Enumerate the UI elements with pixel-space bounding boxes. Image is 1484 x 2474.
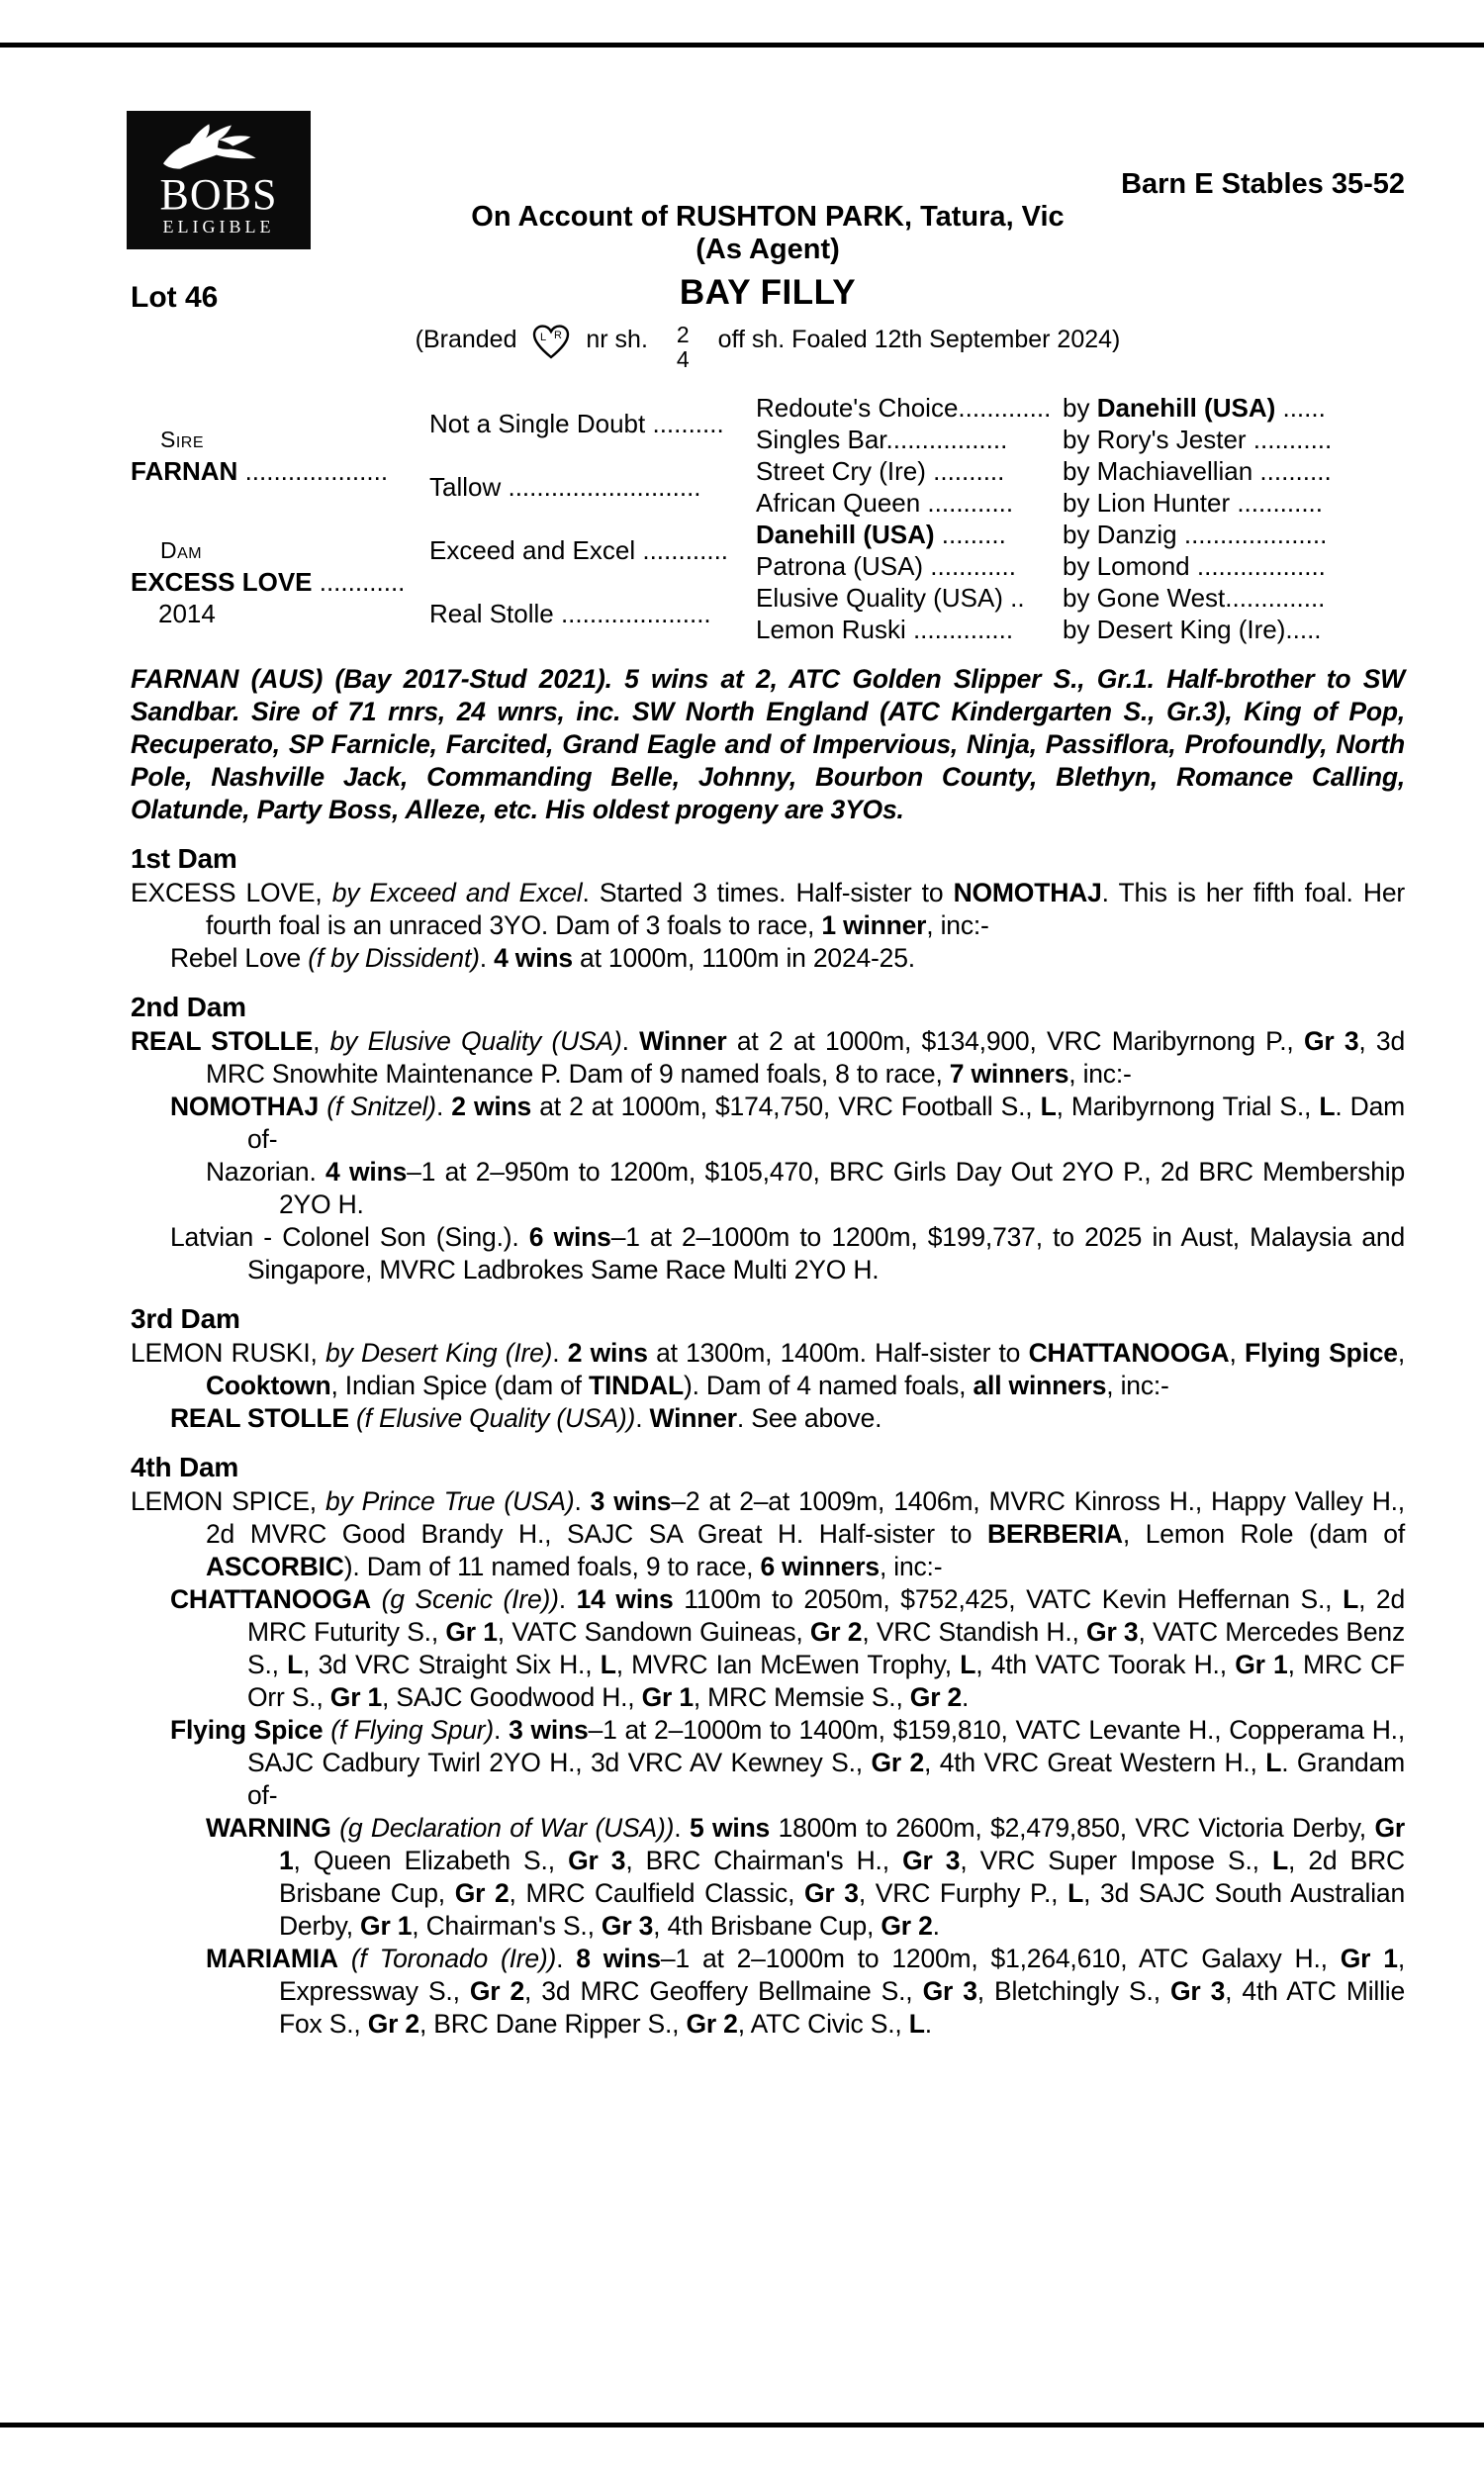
bottom-rule xyxy=(0,2423,1484,2427)
pedigree-entry: REAL STOLLE, by Elusive Quality (USA). Winner at 2 at 1000m, $134,900, VRC Maribyrnong P., Gr 3, 3d MRC Snowhite Maintenance P. Dam of 9 named foals, 8 to race, 7 winners, inc:- xyxy=(131,1026,1406,1089)
pedigree-row: Singles Bar................. by Rory's Jester ........... xyxy=(756,424,1333,454)
dam-section-4 xyxy=(131,1451,1405,2041)
pedigree-entry: Nazorian. 4 wins–1 at 2–950m to 1200m, $105,470, BRC Girls Day Out 2YO P., 2d BRC Membership 2YO H. xyxy=(206,1157,1405,1219)
brand-number-top: 2 xyxy=(676,322,690,347)
brand-letter-left: L xyxy=(540,332,547,343)
pedigree-row: African Queen ............ by Lion Hunter ............ xyxy=(756,487,1324,518)
section-heading: 3rd Dam xyxy=(131,1303,240,1334)
pedigree-row: Danehill (USA) ......... by Danzig .................... xyxy=(756,519,1328,549)
header xyxy=(131,0,1405,386)
page-title: BAY FILLY xyxy=(679,273,857,312)
pedigree-generation-3 xyxy=(756,392,1405,645)
pedigree-row: Lemon Ruski .............. by Desert King (Ire)..... xyxy=(756,614,1322,644)
dam-section-1 xyxy=(131,842,1405,975)
sire-block xyxy=(131,392,429,519)
catalogue-text xyxy=(131,663,1405,2041)
branded-line xyxy=(131,315,1405,372)
agent-line: (As Agent) xyxy=(696,234,840,265)
pedigree-generation-1 xyxy=(131,392,429,645)
pedigree-entry: LEMON RUSKI, by Desert King (Ire). 2 wins at 1300m, 1400m. Half-sister to CHATTANOOGA, Flying Spice, Cooktown, Indian Spice (dam of TINDAL). Dam of 4 named foals, all winners, inc:- xyxy=(131,1338,1405,1400)
pedigree-table xyxy=(131,392,1405,645)
granddam-paternal: Tallow ........................... xyxy=(429,471,701,502)
section-heading: 2nd Dam xyxy=(131,992,246,1022)
dam-block xyxy=(131,519,429,645)
grandsire-paternal: Not a Single Doubt .......... xyxy=(429,408,724,438)
brand-number-bottom: 4 xyxy=(676,346,690,372)
pedigree-entry: EXCESS LOVE, by Exceed and Excel. Started 3 times. Half-sister to NOMOTHAJ. This is her fifth foal. Her fourth foal is an unraced 3YO. Dam of 3 foals to race, 1 winner, inc:- xyxy=(131,878,1406,940)
pedigree-row: Elusive Quality (USA) .. by Gone West.............. xyxy=(756,582,1326,613)
pedigree-entry: REAL STOLLE (f Elusive Quality (USA)). Winner. See above. xyxy=(170,1403,882,1433)
dam-section-2 xyxy=(131,991,1405,1286)
dam-name: EXCESS LOVE ............ xyxy=(131,567,406,597)
pedigree-entry: NOMOTHAJ (f Snitzel). 2 wins at 2 at 1000m, $174,750, VRC Football S., L, Maribyrnong Trial S., L. Dam of- xyxy=(170,1092,1406,1154)
pedigree-entry: WARNING (g Declaration of War (USA)). 5 wins 1800m to 2600m, $2,479,850, VRC Victoria Derby, Gr 1, Queen Elizabeth S., Gr 3, BRC Chairman's H., Gr 3, VRC Super Impose S., L, 2d BRC Brisbane Cup, Gr 2, MRC Caulfield Classic, Gr 3, VRC Furphy P., L, 3d SAJC South Australian Derby, Gr 1, Chairman's S., Gr 3, 4th Brisbane Cup, Gr 2. xyxy=(206,1813,1405,1941)
sire-label: Sire xyxy=(160,427,205,452)
dam-section-3 xyxy=(131,1302,1405,1435)
dam-year: 2014 xyxy=(158,599,216,628)
lot-number: Lot 46 xyxy=(131,281,219,314)
brand-mark-icon xyxy=(531,324,571,361)
barn-info: Barn E Stables 35-52 xyxy=(1121,168,1405,200)
pedigree-entry: CHATTANOOGA (g Scenic (Ire)). 14 wins 1100m to 2050m, $752,425, VATC Kevin Heffernan S., L, 2d MRC Futurity S., Gr 1, VATC Sandown Guineas, Gr 2, VRC Standish H., Gr 3, VATC Mercedes Benz S., L, 3d VRC Straight Six H., L, MVRC Ian McEwen Trophy, L, 4th VATC Toorak H., Gr 1, MRC CF Orr S., Gr 1, SAJC Goodwood H., Gr 1, MRC Memsie S., Gr 2. xyxy=(170,1584,1406,1712)
section-heading: 4th Dam xyxy=(131,1452,239,1482)
vendor-line: On Account of RUSHTON PARK, Tatura, Vic xyxy=(471,201,1065,233)
brand-apostrophe: ' xyxy=(548,327,551,336)
pedigree-generation-2 xyxy=(429,392,756,645)
pedigree-entry: Latvian - Colonel Son (Sing.). 6 wins–1 at 2–1000m to 1200m, $199,737, to 2025 in Aust, Malaysia and Singapore, MVRC Ladbrokes Same Race Multi 2YO H. xyxy=(170,1222,1405,1285)
pedigree-row: Redoute's Choice............. by Danehill (USA) ...... xyxy=(756,392,1326,423)
branded-prefix: (Branded xyxy=(415,325,524,353)
logo-subtext: ELIGIBLE xyxy=(162,217,275,237)
grandsire-maternal: Exceed and Excel ............ xyxy=(429,534,729,565)
granddam-maternal: Real Stolle ..................... xyxy=(429,598,711,628)
brand-number-fraction xyxy=(677,323,690,372)
pedigree-entry: MARIAMIA (f Toronado (Ire)). 8 wins–1 at 2–1000m to 1200m, $1,264,610, ATC Galaxy H., Gr 1, Expressway S., Gr 2, 3d MRC Geoffery Bellmaine S., Gr 3, Bletchingly S., Gr 3, 4th ATC Millie Fox S., Gr 2, BRC Dane Ripper S., Gr 2, ATC Civic S., L. xyxy=(206,1944,1405,2039)
dam-label: Dam xyxy=(160,537,203,563)
pedigree-entry: Flying Spice (f Flying Spur). 3 wins–1 at 2–1000m to 1400m, $159,810, VATC Levante H., Copperama H., SAJC Cadbury Twirl 2YO H., 3d VRC AV Kewney S., Gr 2, 4th VRC Great Western H., L. Grandam of- xyxy=(170,1715,1405,1810)
sire-name: FARNAN .................... xyxy=(131,456,389,486)
pedigree-entry: Rebel Love (f by Dissident). 4 wins at 1000m, 1100m in 2024-25. xyxy=(170,943,915,973)
logo-wordmark: BOBS xyxy=(159,170,278,219)
brand-letter-right: R xyxy=(554,330,563,341)
sire-summary: FARNAN (AUS) (Bay 2017-Stud 2021). 5 wins at 2, ATC Golden Slipper S., Gr.1. Half-brother to SW Sandbar. Sire of 71 rnrs, 24 wnrs, inc. SW North England (ATC Kindergarten S., Gr.3), King of Pop, Recuperato, SP Farnicle, Farcited, Grand Eagle and of Impervious, Ninja, Passiflora, Profoundly, North Pole, Nashville Jack, Commanding Belle, Johnny, Bourbon County, Blethyn, Romance Calling, Olatunde, Party Boss, Alleze, etc. His oldest progeny are 3YOs. xyxy=(131,664,1405,824)
pedigree-row: Street Cry (Ire) .......... by Machiavellian .......... xyxy=(756,455,1332,486)
section-heading: 1st Dam xyxy=(131,843,237,874)
branded-near-shoulder: nr sh. xyxy=(579,325,655,353)
pedigree-row: Patrona (USA) ............ by Lomond .................. xyxy=(756,550,1326,581)
branded-suffix: off sh. Foaled 12th September 2024) xyxy=(710,325,1121,353)
pedigree-entry: LEMON SPICE, by Prince True (USA). 3 wins–2 at 2–at 1009m, 1406m, MVRC Kinross H., Happy Valley H., 2d MVRC Good Brandy H., SAJC SA Great H. Half-sister to BERBERIA, Lemon Role (dam of ASCORBIC). Dam of 11 named foals, 9 to race, 6 winners, inc:- xyxy=(131,1486,1405,1581)
